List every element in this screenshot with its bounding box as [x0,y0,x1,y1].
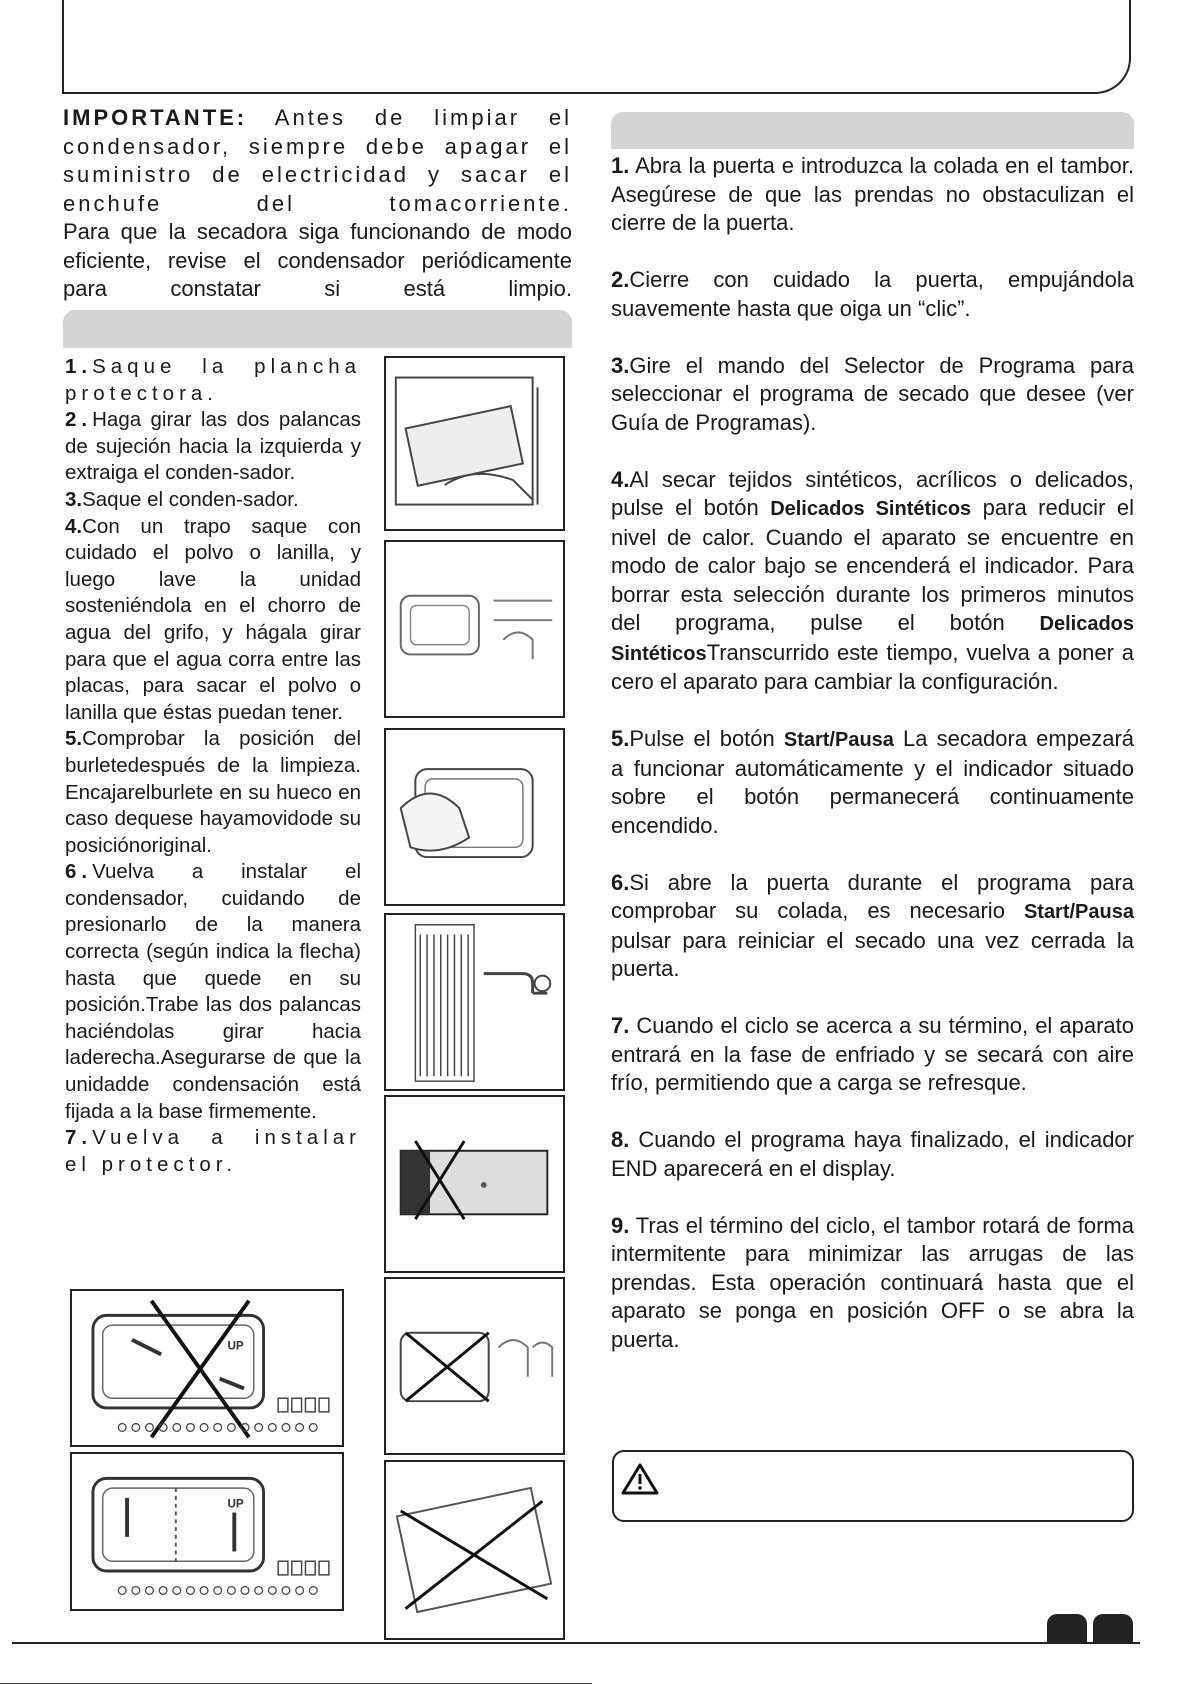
cleaning-step-4: 4.Con un trapo saque con cuidado el polvo o lanilla, y luego lave la unidad sosteniéndola en el chorro de agua del grifo, y hágala girar para que el agua corra entre las placas, para sacar el polvo o lanilla que éstas puedan tener. [65,514,361,724]
figure-lever-correct [70,1452,344,1611]
cleaning-step-5: 5.Comprobar la posición del burletedespués de la limpieza. Encajarelburlete en su hueco en caso dequese hayamovidode su posiciónoriginal. [65,727,361,857]
figure-levers [384,540,565,718]
warning-icon [620,1462,660,1496]
page-tab-right [1093,1614,1133,1642]
operating-step-7: 7. Cuando el ciclo se acerca a su término, el aparato entrará en la fase de enfriado y se secará con aire frío, permitiendo que a carga se refresque. [611,1013,1134,1095]
cleaning-step-2: 2.Haga girar las dos palancas de sujeción hacia la izquierda y extraiga el conden-sador. [65,408,361,485]
footer-rule [12,1642,1140,1644]
operating-step-6: 6.Si abre la puerta durante el programa para comprobar su colada, es necesario Start/Pausa pulsar para reiniciar el secado una vez cerrada la puerta. [611,869,1134,981]
intro-text [63,104,572,304]
important-label: IMPORTANTE: [63,105,248,130]
left-section-bar [63,310,572,348]
operating-step-5: 5.Pulse el botón Start/Pausa La secadora empezará a funcionar automáticamente y el indicador situado sobre el botón permanecerá continuamente encendido. [611,726,1135,838]
figure-remove-plate [384,356,565,531]
figure-rinse-condenser [384,913,565,1091]
page-tab-left [1047,1614,1087,1642]
figure-cross-remove [384,1460,565,1640]
cleaning-steps [65,354,361,1178]
operating-step-9: 9. Tras el término del ciclo, el tambor rotará de forma intermitente para minimizar las arrugas de las prendas. Esta operación continuará hasta que el aparato se ponga en posición OFF o se abra la puerta. [611,1212,1134,1352]
up-label-2: UP [227,1497,244,1511]
maintenance-text: Para que la secadora siga funcionando de modo eficiente, revise el condensador periódicamente para constatar si está limpio. [63,219,572,301]
header-box [62,0,1131,94]
cleaning-step-3: 3.Saque el conden-sador. [65,487,299,511]
figure-seal-wrong [384,1095,565,1273]
cleaning-step-6: 6.Vuelva a instalar el condensador, cuidando de presionarlo de la manera correcta (según indica la flecha) hasta que quede en su posición.Trabe las dos palancas haciéndolas girar hacia laderecha.Asegurarse de que la unidadde condensación está fijada a la base firmemente. [65,860,361,1123]
operating-step-2: 2.Cierre con cuidado la puerta, empujándola suavemente hasta que oiga un “clic”. [611,267,1134,321]
important-text: Antes de limpiar el condensador, siempre debe apagar el suministro de electricidad y sacar el enchufe del tomacorriente. [63,105,572,216]
cleaning-step-7: 7.Vuelva a instalar el protector. [65,1126,361,1176]
figure-lever-wrong [70,1289,344,1447]
up-label: UP [227,1339,244,1353]
operating-step-3: 3.Gire el mando del Selector de Programa para seleccionar el programa de secado que desee (ver Guía de Programas). [611,352,1134,435]
operating-step-1: 1. Abra la puerta e introduzca la colada en el tambor. Asegúrese de que las prendas no obstaculizan el cierre de la puerta. [611,153,1134,235]
right-section-bar [611,112,1134,149]
figure-seal-wrong-2 [384,1277,565,1455]
bottom-rule [0,1683,592,1684]
operating-steps [611,152,1134,1383]
operating-step-4: 4.Al secar tejidos sintéticos, acrílicos o delicados, pulse el botón Delicados Sintéticos para reducir el nivel de calor. Cuando el aparato se encuentre en modo de calor bajo se encenderá el indicador. Para borrar esta selección durante los primeros minutos del programa, pulse el botón Delicados SintéticosTranscurrido este tiempo, vuelva a poner a cero el aparato para cambiar la configuración. [611,466,1134,694]
cleaning-step-1: 1.Saque la plancha protectora. [65,355,361,405]
operating-step-8: 8. Cuando el programa haya finalizado, el indicador END aparecerá en el display. [611,1127,1134,1181]
warning-box [612,1450,1134,1522]
figure-wipe-condenser [384,728,565,906]
